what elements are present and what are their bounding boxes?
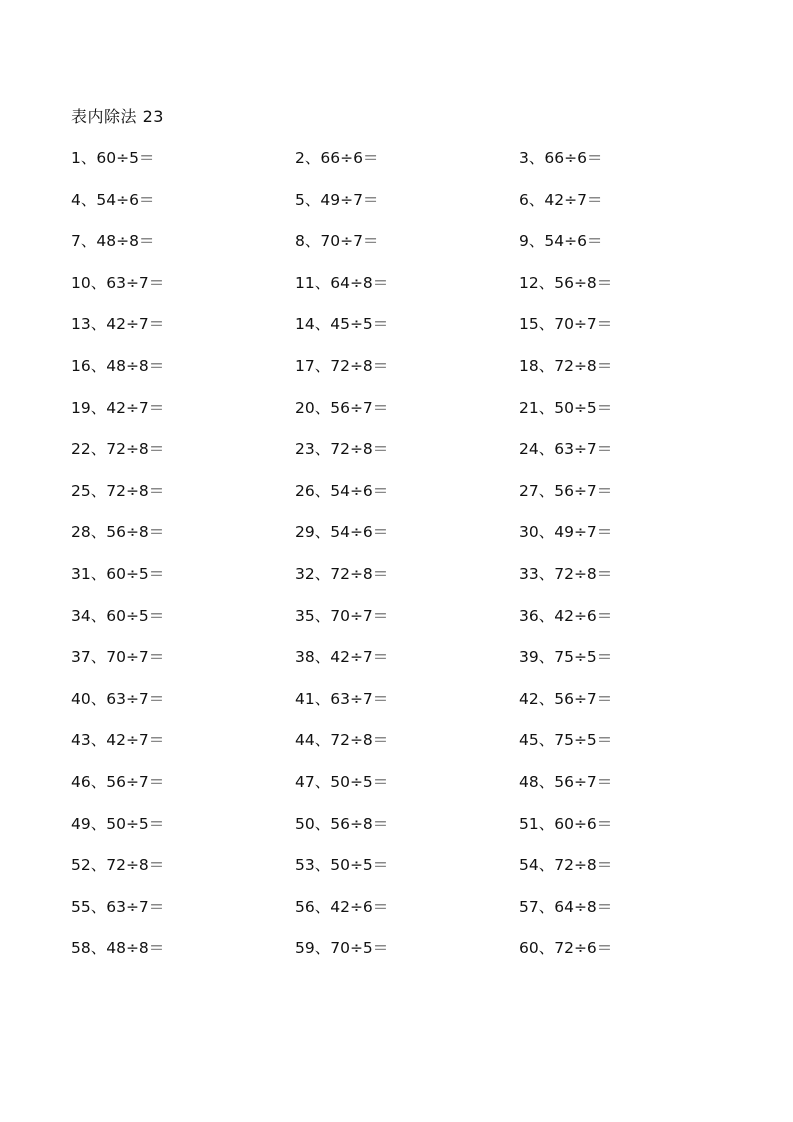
problem-item: 35、70÷7＝ [295, 606, 389, 625]
problem-item: 19、42÷7＝ [71, 398, 165, 417]
problem-item: 45、75÷5＝ [519, 731, 613, 750]
problem-item: 43、42÷7＝ [71, 731, 165, 750]
problem-item: 50、56÷8＝ [295, 814, 389, 833]
problem-item: 60、72÷6＝ [519, 939, 613, 958]
problem-item: 48、56÷7＝ [519, 772, 613, 791]
problem-item: 47、50÷5＝ [295, 772, 389, 791]
problem-item: 40、63÷7＝ [71, 689, 165, 708]
problem-item: 46、56÷7＝ [71, 772, 165, 791]
problem-item: 2、66÷6＝ [295, 149, 379, 167]
problem-item: 57、64÷8＝ [519, 897, 613, 916]
problem-item: 1、60÷5＝ [71, 149, 155, 167]
problem-item: 21、50÷5＝ [519, 398, 613, 417]
problem-item: 56、42÷6＝ [295, 897, 389, 916]
problem-item: 25、72÷8＝ [71, 481, 165, 500]
problem-item: 14、45÷5＝ [295, 315, 389, 334]
problem-item: 9、54÷6＝ [519, 232, 603, 251]
problem-item: 6、42÷7＝ [519, 190, 603, 209]
problem-item: 16、48÷8＝ [71, 356, 165, 375]
problem-item: 13、42÷7＝ [71, 315, 165, 334]
problem-item: 7、48÷8＝ [71, 232, 155, 251]
problem-item: 17、72÷8＝ [295, 356, 389, 375]
problem-item: 5、49÷7＝ [295, 190, 379, 209]
problem-item: 59、70÷5＝ [295, 939, 389, 958]
problem-item: 18、72÷8＝ [519, 356, 613, 375]
problem-item: 29、54÷6＝ [295, 523, 389, 542]
problem-item: 39、75÷5＝ [519, 648, 613, 667]
problem-item: 12、56÷8＝ [519, 273, 613, 292]
problem-item: 52、72÷8＝ [71, 856, 165, 875]
problem-item: 55、63÷7＝ [71, 897, 165, 916]
problem-item: 22、72÷8＝ [71, 440, 165, 459]
problem-item: 41、63÷7＝ [295, 689, 389, 708]
problem-item: 31、60÷5＝ [71, 564, 165, 583]
problem-item: 23、72÷8＝ [295, 440, 389, 459]
problem-item: 34、60÷5＝ [71, 606, 165, 625]
problem-grid [71, 147, 761, 979]
problem-item: 44、72÷8＝ [295, 731, 389, 750]
problem-item: 53、50÷5＝ [295, 856, 389, 875]
problem-item: 27、56÷7＝ [519, 481, 613, 500]
problem-item: 38、42÷7＝ [295, 648, 389, 667]
problem-item: 10、63÷7＝ [71, 273, 165, 292]
problem-item: 49、50÷5＝ [71, 814, 165, 833]
problem-item: 15、70÷7＝ [519, 315, 613, 334]
problem-item: 24、63÷7＝ [519, 440, 613, 459]
problem-item: 4、54÷6＝ [71, 190, 155, 209]
problem-item: 42、56÷7＝ [519, 689, 613, 708]
problem-item: 33、72÷8＝ [519, 564, 613, 583]
problem-item: 30、49÷7＝ [519, 523, 613, 542]
problem-item: 51、60÷6＝ [519, 814, 613, 833]
problem-item: 32、72÷8＝ [295, 564, 389, 583]
problem-item: 20、56÷7＝ [295, 398, 389, 417]
page-title: 表内除法 23 [71, 107, 164, 126]
problem-item: 3、66÷6＝ [519, 149, 603, 167]
problem-item: 8、70÷7＝ [295, 232, 379, 251]
problem-item: 28、56÷8＝ [71, 523, 165, 542]
problem-item: 36、42÷6＝ [519, 606, 613, 625]
problem-item: 11、64÷8＝ [295, 273, 389, 292]
problem-item: 26、54÷6＝ [295, 481, 389, 500]
problem-item: 54、72÷8＝ [519, 856, 613, 875]
problem-item: 58、48÷8＝ [71, 939, 165, 958]
problem-item: 37、70÷7＝ [71, 648, 165, 667]
